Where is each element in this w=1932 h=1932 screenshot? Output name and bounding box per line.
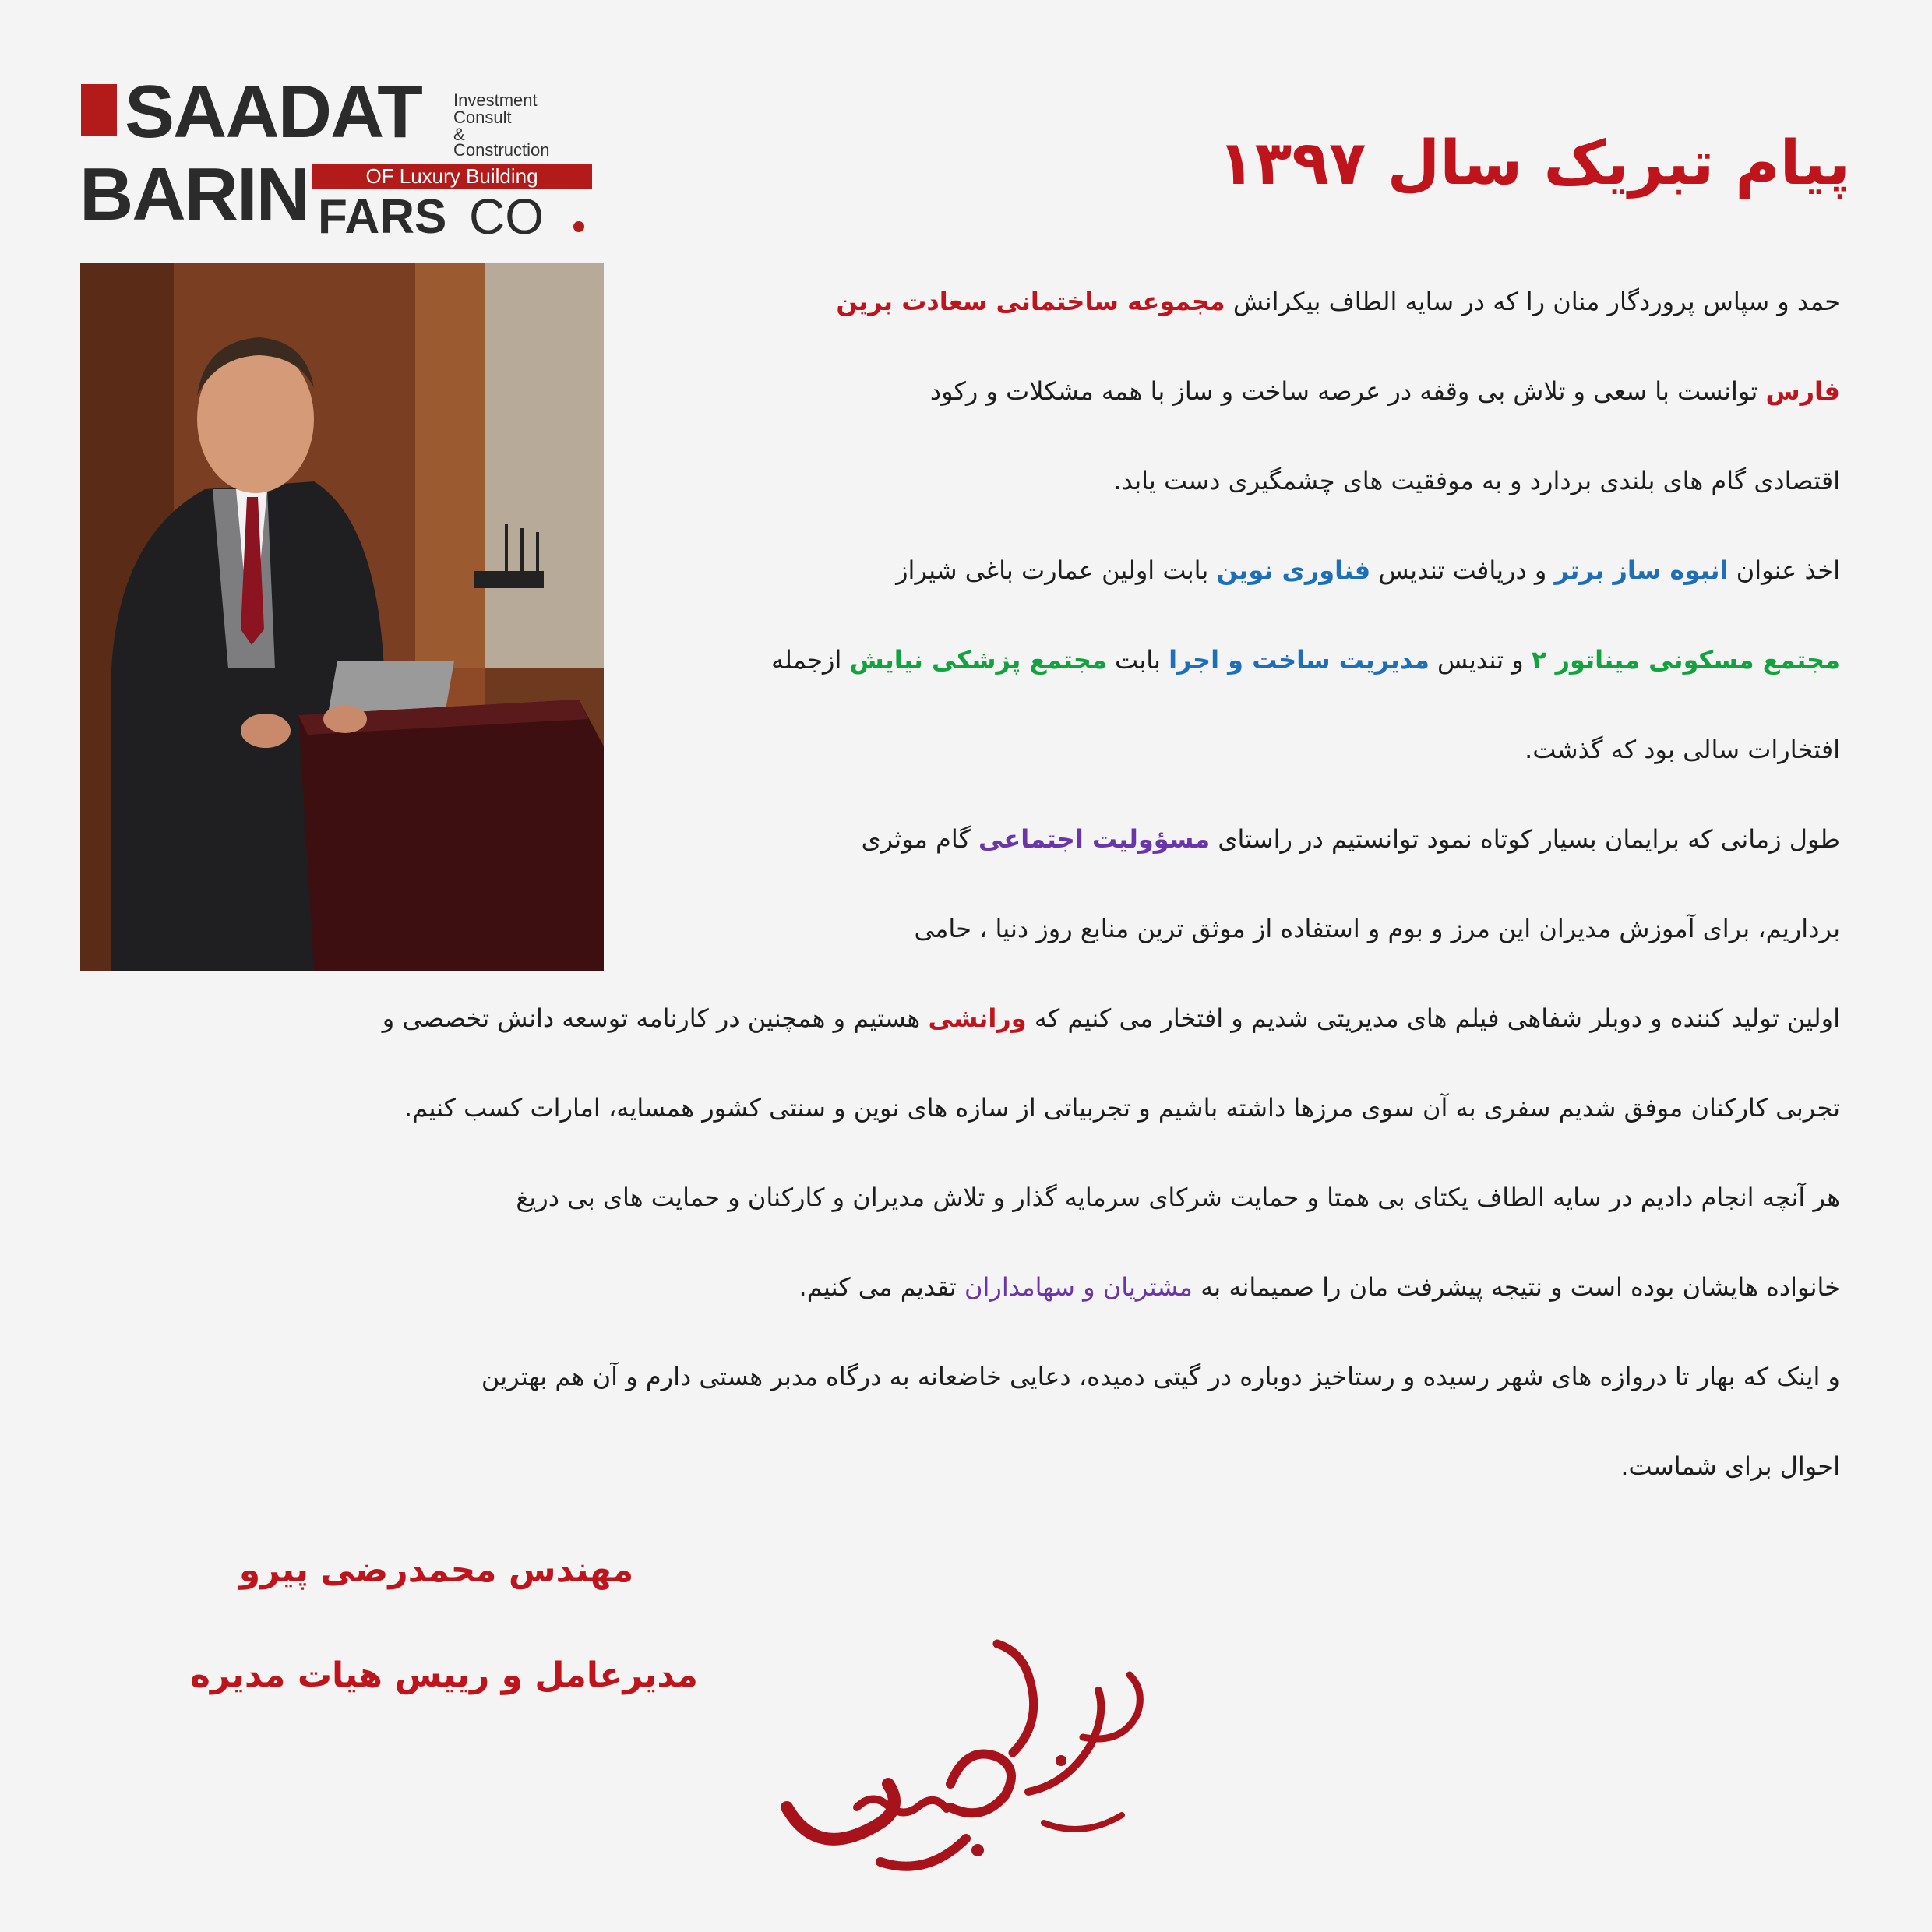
highlight-social-responsibility: مسؤولیت اجتماعی xyxy=(978,824,1211,854)
highlight-construction-management: مدیریت ساخت و اجرا xyxy=(1169,645,1430,675)
text-segment: هستیم و همچنین در کارنامه توسعه دانش تخصصی و xyxy=(382,1003,929,1033)
body-line-1 xyxy=(640,287,1840,316)
page-title: پیام تبریک سال ۱۳۹۷ xyxy=(1218,129,1850,199)
highlight-varanashi: ورانشی xyxy=(928,1003,1027,1033)
body-line-11 xyxy=(79,1183,1840,1212)
signature-name: مهندس محمدرضی پیرو xyxy=(238,1550,634,1590)
highlight-miniator-complex: مجتمع مسکونی میناتور ۲ xyxy=(1531,645,1840,675)
body-line-12 xyxy=(79,1272,1840,1302)
body-line-7 xyxy=(640,824,1840,854)
text-segment: اخذ عنوان xyxy=(1728,555,1840,585)
text-segment: هر آنچه انجام دادیم در سایه الطاف یکتای بی همتا و حمایت شرکای سرمایه گذار و تلاش مدیران و کارکنان و حمایت های بی دریغ xyxy=(516,1183,1840,1212)
logo-construction: Construction xyxy=(453,140,550,160)
logo-ampersand: & xyxy=(453,125,465,144)
text-segment: اقتصادی گام های بلندی بردارد و به موفقیت های چشمگیری دست یابد. xyxy=(1113,466,1840,495)
highlight-new-technology: فناوری نوین xyxy=(1216,555,1371,585)
logo-co: CO xyxy=(469,189,544,245)
body-line-4 xyxy=(640,555,1840,585)
text-segment: اولین تولید کننده و دوبلر شفاهی فیلم های مدیریتی شدیم و افتخار می کنیم که xyxy=(1026,1003,1840,1033)
new-year-calligraphy xyxy=(771,1628,1161,1893)
text-segment: افتخارات سالی بود که گذشت. xyxy=(1525,735,1840,764)
logo-red-block xyxy=(81,84,117,136)
body-line-9 xyxy=(79,1003,1840,1033)
body-line-10 xyxy=(79,1093,1840,1123)
body-line-6 xyxy=(640,735,1840,764)
text-segment: برداریم، برای آموزش مدیران این مرز و بوم و استفاده از موثق ترین منابع روز دنیا ، حامی xyxy=(914,914,1840,943)
body-line-8 xyxy=(640,914,1840,943)
text-segment: خانواده هایشان بوده است و نتیجه پیشرفت مان را صمیمانه به xyxy=(1192,1272,1840,1302)
text-segment: و اینک که بهار تا دروازه های شهر رسیده و رستاخیز دوباره در گیتی دمیده، دعایی خاضعانه به درگاه مدبر هستی دارم و آن هم بهترین xyxy=(481,1362,1840,1391)
highlight-company-name: مجموعه ساختمانی سعادت برین xyxy=(836,287,1225,316)
logo-saadat: SAADAT xyxy=(125,70,421,153)
body-line-5 xyxy=(640,645,1840,675)
text-segment: احوال برای شماست. xyxy=(1620,1451,1840,1481)
text-segment: گام موثری xyxy=(861,824,978,854)
text-segment: و دریافت تندیس xyxy=(1370,555,1555,585)
speaker-photo xyxy=(80,263,604,971)
body-line-14 xyxy=(79,1451,1840,1481)
logo-luxury-banner: OF Luxury Building xyxy=(312,164,592,189)
logo-dot xyxy=(573,221,584,232)
text-segment: بابت اولین عمارت باغی شیراز xyxy=(896,555,1217,585)
text-segment: تقدیم می کنیم. xyxy=(799,1272,964,1302)
body-line-13 xyxy=(79,1362,1840,1391)
company-logo xyxy=(78,70,592,245)
highlight-niayesh-medical: مجتمع پزشکی نیایش xyxy=(849,645,1107,675)
signature-role: مدیرعامل و رییس هیات مدیره xyxy=(189,1655,698,1695)
highlight-customers-shareholders: مشتریان و سهامداران xyxy=(964,1272,1193,1302)
highlight-top-builder: انبوه ساز برتر xyxy=(1554,555,1729,585)
text-segment: تجربی کارکنان موفق شدیم سفری به آن سوی مرزها داشته باشیم و تجربیاتی از سازه های نوین و سنتی کشور همسایه، امارات کسب کنیم. xyxy=(404,1093,1840,1123)
logo-barin: BARIN xyxy=(79,153,308,236)
text-segment: بابت xyxy=(1106,645,1169,675)
text-segment: حمد و سپاس پروردگار منان را که در سایه الطاف بیکرانش xyxy=(1225,287,1840,316)
text-segment: توانست با سعی و تلاش بی وقفه در عرصه ساخت و ساز با همه مشکلات و رکود xyxy=(929,376,1766,406)
highlight-fars: فارس xyxy=(1765,376,1840,406)
logo-consult: Consult xyxy=(453,108,512,127)
body-line-3 xyxy=(640,466,1840,495)
text-segment: ازجمله xyxy=(771,645,850,675)
text-segment: طول زمانی که برایمان بسیار کوتاه نمود توانستیم در راستای xyxy=(1210,824,1840,854)
logo-investment: Investment xyxy=(453,90,538,110)
text-segment: و تندیس xyxy=(1429,645,1532,675)
logo-fars: FARS xyxy=(318,190,447,244)
body-line-2 xyxy=(640,376,1840,406)
